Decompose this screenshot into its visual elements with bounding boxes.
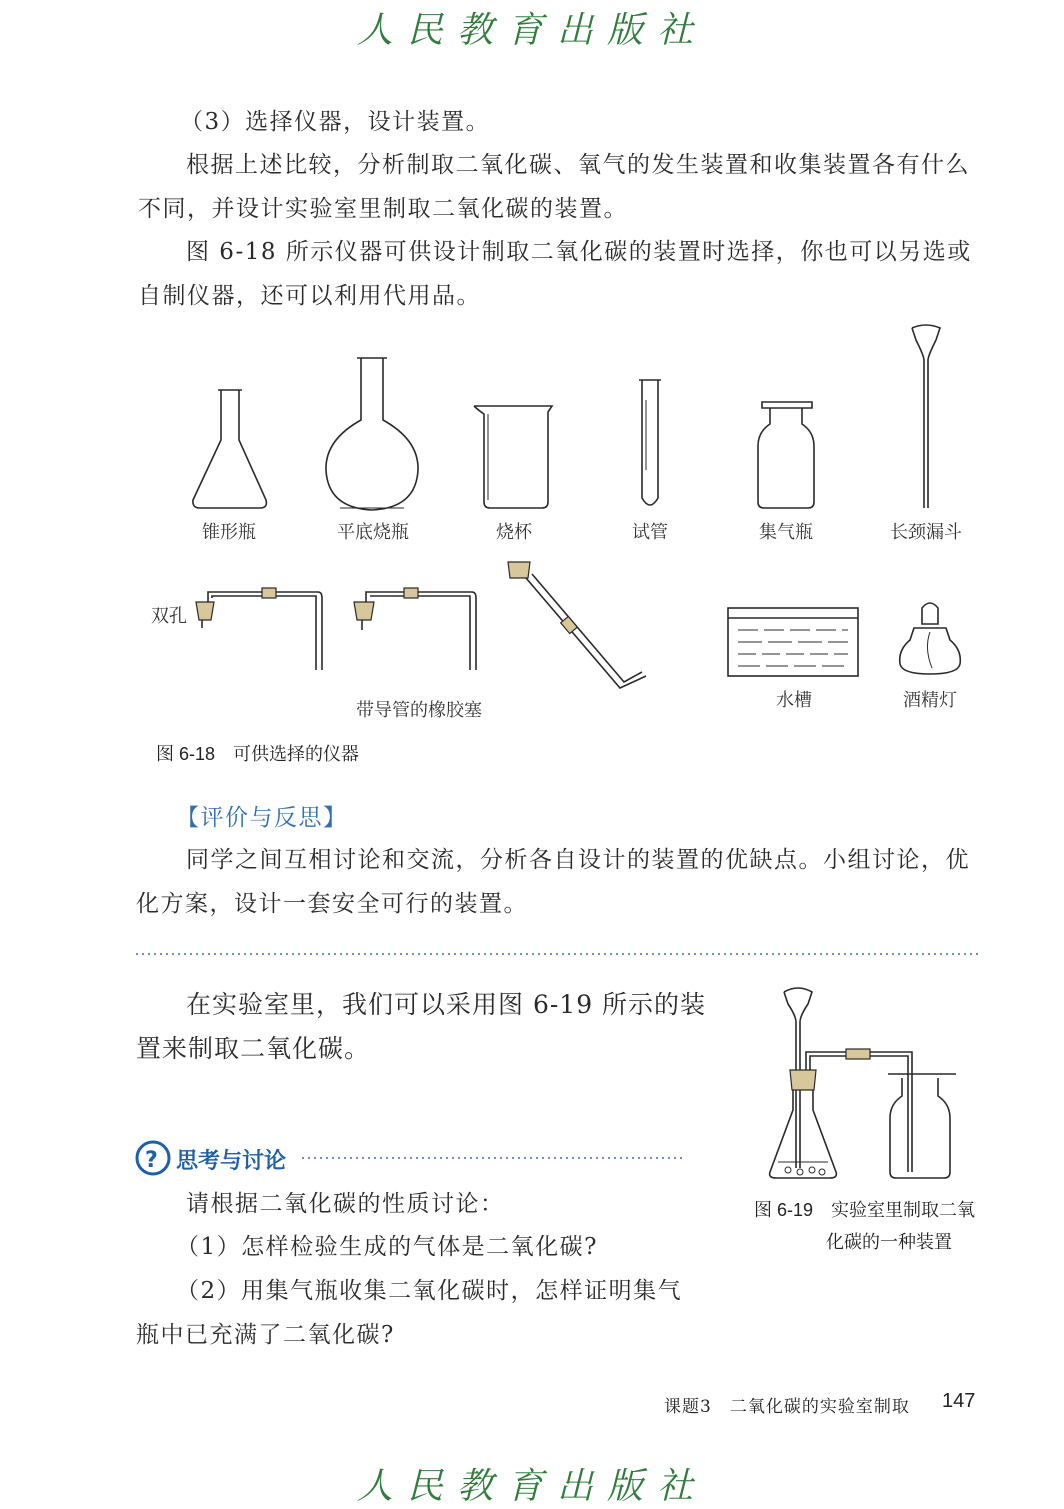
- publisher-header: 人民教育出版社: [356, 10, 707, 51]
- alcohol-lamp-icon: [900, 603, 961, 674]
- figure-6-19-caption-line2: 化碳的一种装置: [826, 1232, 952, 1252]
- reflection-line1: 同学之间互相讨论和交流，分析各自设计的装置的优缺点。小组讨论，优: [186, 847, 970, 873]
- label-beaker: 烧杯: [496, 522, 532, 542]
- figure-6-19-caption-line1: 图 6-19 实验室里制取二氧: [754, 1200, 976, 1220]
- section3-heading: （3）选择仪器，设计装置。: [180, 109, 491, 135]
- section3-p1-line1: 根据上述比较，分析制取二氧化碳、氧气的发生装置和收集装置各有什么: [186, 152, 970, 178]
- label-double-hole: 双孔: [151, 606, 187, 626]
- publisher-footer: 人民教育出版社: [356, 1466, 707, 1507]
- water-trough-icon: [728, 608, 858, 676]
- label-flat-bottom-flask: 平底烧瓶: [337, 522, 409, 542]
- double-hole-stopper-icon: [196, 588, 322, 670]
- label-stopper: 带导管的橡胶塞: [356, 700, 482, 720]
- label-conical-flask: 锥形瓶: [202, 522, 256, 542]
- conical-flask-icon: [193, 390, 267, 508]
- figure-6-18-caption: 图 6-18 可供选择的仪器: [156, 744, 360, 764]
- section3-p2-line2: 自制仪器，还可以利用代用品。: [138, 283, 481, 309]
- long-neck-funnel-icon: [912, 325, 940, 508]
- gas-collecting-bottle-icon: [758, 402, 814, 508]
- reflection-line2: 化方案，设计一套安全可行的装置。: [136, 891, 528, 917]
- think-q1: （1）怎样检验生成的气体是二氧化碳?: [176, 1234, 598, 1260]
- flat-bottom-flask-icon: [326, 358, 418, 510]
- lab-text-line2: 置来制取二氧化碳。: [136, 1034, 371, 1063]
- think-title: 思考与讨论: [176, 1148, 287, 1173]
- label-long-neck-funnel: 长颈漏斗: [890, 522, 962, 542]
- beaker-icon: [474, 406, 552, 508]
- single-hole-stopper-icon: [354, 588, 476, 670]
- label-gas-bottle: 集气瓶: [759, 522, 813, 542]
- lab-text-line1: 在实验室里，我们可以采用图 6-19 所示的装: [186, 990, 707, 1019]
- think-q2-line1: （2）用集气瓶收集二氧化碳时，怎样证明集气: [176, 1278, 683, 1304]
- svg-text:?: ?: [145, 1148, 158, 1173]
- section3-p1-line2: 不同，并设计实验室里制取二氧化碳的装置。: [138, 196, 628, 222]
- label-alcohol-lamp: 酒精灯: [903, 690, 957, 710]
- reflection-heading: 【评价与反思】: [176, 805, 348, 831]
- section3-p2-line1: 图 6-18 所示仪器可供设计制取二氧化碳的装置时选择，你也可以另选或: [186, 239, 972, 265]
- test-tube-icon: [639, 380, 661, 505]
- footer-lesson: 课题3 二氧化碳的实验室制取: [664, 1397, 910, 1417]
- page-number: 147: [942, 1390, 976, 1412]
- angled-delivery-tube-icon: [508, 562, 646, 688]
- label-test-tube: 试管: [632, 522, 668, 542]
- think-q2-line2: 瓶中已充满了二氧化碳?: [136, 1322, 395, 1348]
- co2-apparatus-icon: [770, 988, 956, 1178]
- question-circle-icon: [137, 1142, 169, 1174]
- think-intro: 请根据二氧化碳的性质讨论：: [186, 1191, 505, 1217]
- label-water-trough: 水槽: [776, 690, 812, 710]
